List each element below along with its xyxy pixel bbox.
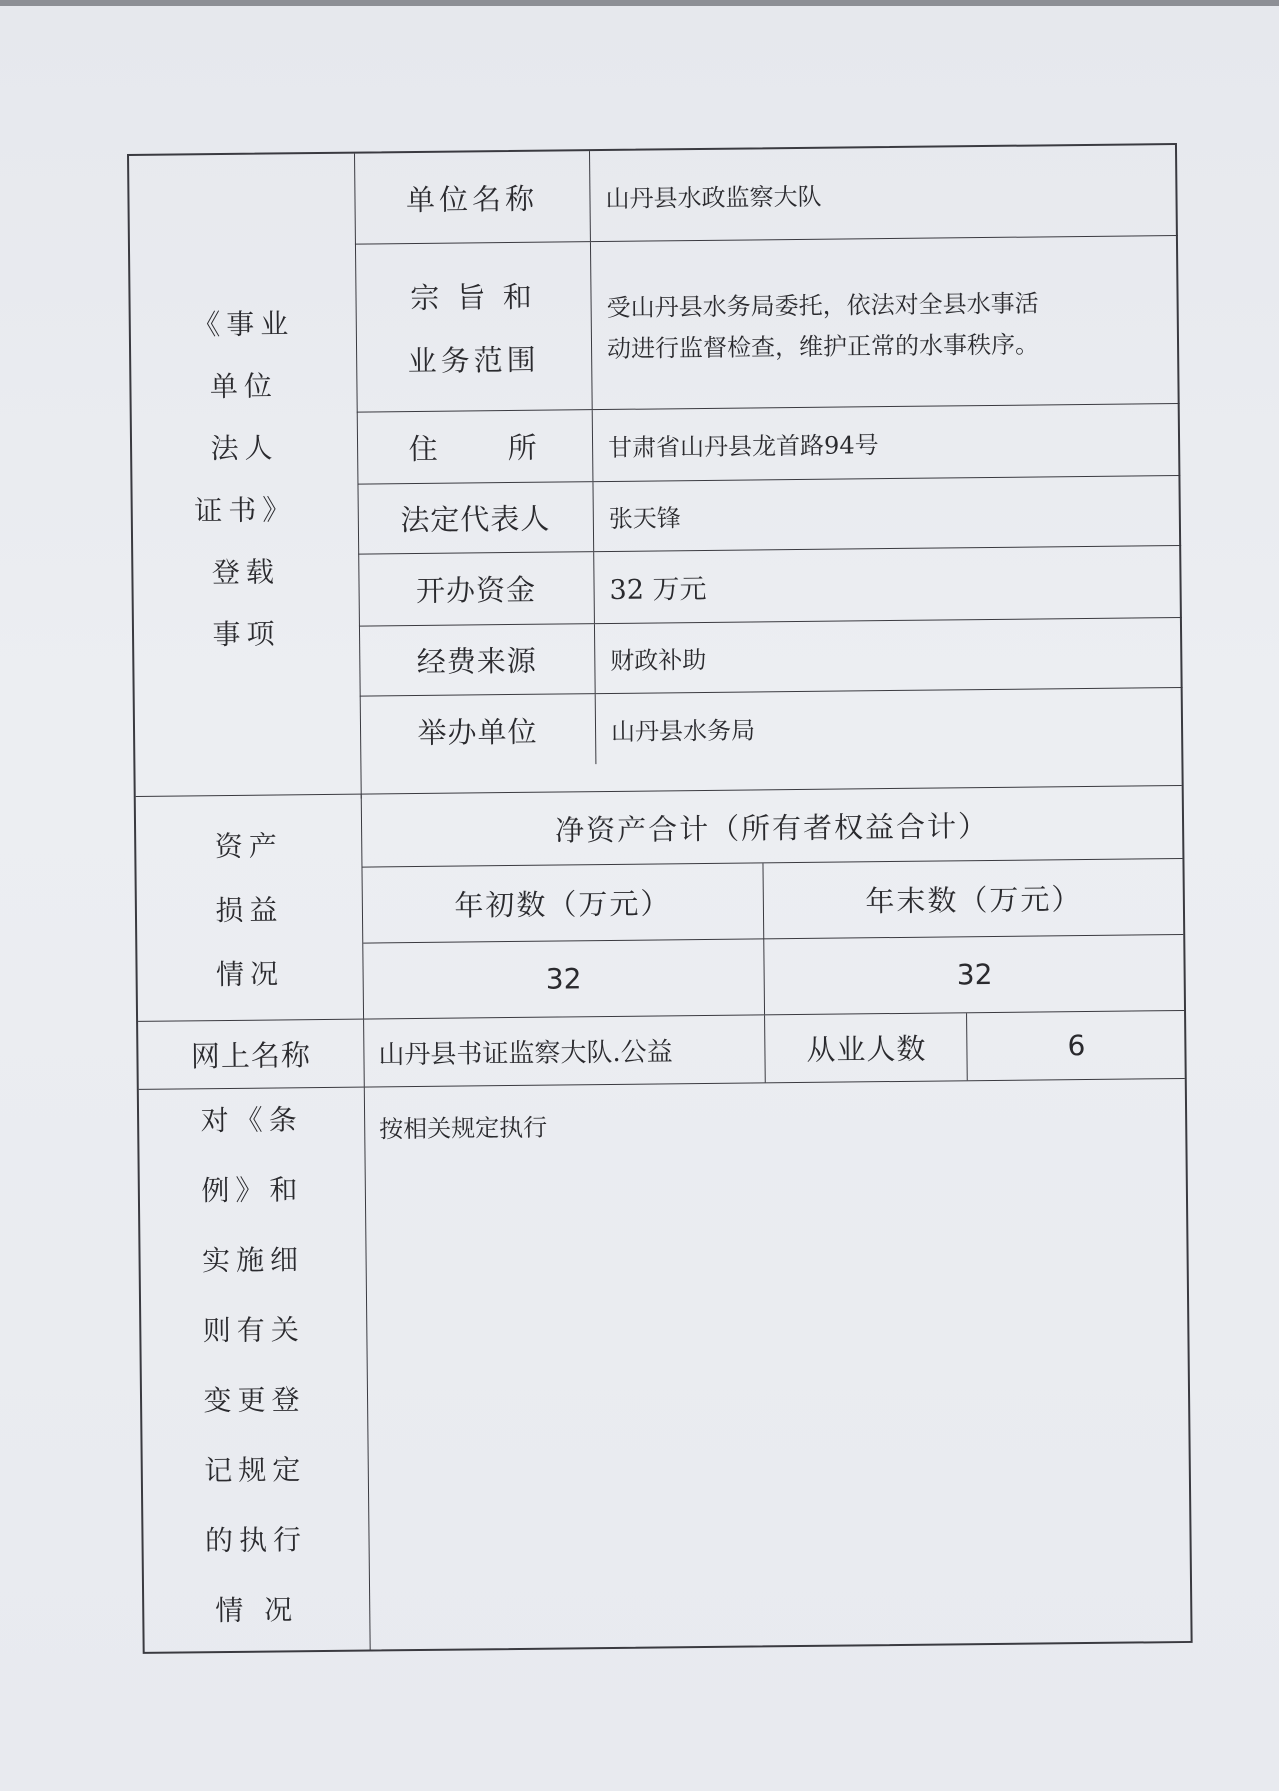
end-of-year-label: 年末数（万元） — [865, 882, 1083, 919]
sponsor-row — [360, 687, 1184, 799]
sponsor-label: 举办单位 — [417, 714, 538, 750]
online-name-value: 山丹县书证监察大队.公益 — [378, 1037, 673, 1071]
legal-rep-value: 张天锋 — [608, 504, 681, 533]
begin-of-year-value: 32 — [545, 962, 582, 996]
funding-row — [359, 617, 1183, 696]
end-of-year-value: 32 — [956, 957, 993, 992]
unit-name-row — [354, 145, 1178, 244]
staff-count-label: 从业人数 — [806, 1031, 927, 1067]
unit-name-value: 山丹县水政监察大队 — [605, 182, 822, 213]
funding-value: 财政补助 — [610, 645, 707, 675]
address-label: 住 所 — [408, 430, 541, 467]
legal-rep-label: 法定代表人 — [400, 501, 551, 538]
unit-name-label: 单位名称 — [405, 181, 539, 217]
address-value: 甘肃省山丹县龙首路94号 — [607, 431, 879, 462]
purpose-label: 宗 旨 和 业务范围 — [407, 279, 540, 378]
change-registration-label: 对《条 例》和 实施细 则有关 变更登 记规定 的执行 情 况 — [200, 1103, 308, 1628]
begin-of-year-label: 年初数（万元） — [454, 886, 672, 923]
scanner-edge — [0, 0, 1279, 6]
capital-value: 32 万元 — [609, 573, 707, 606]
purpose-row — [355, 235, 1180, 412]
certificate-items-label: 《事业 单位 法人 证书》 登载 事项 — [192, 306, 297, 651]
legal-rep-row — [357, 475, 1181, 554]
change-registration-row — [139, 1078, 1191, 1652]
online-name-label: 网上名称 — [190, 1038, 312, 1074]
assets-section — [136, 785, 1184, 1021]
staff-count-value: 6 — [1067, 1029, 1086, 1063]
registration-form — [127, 143, 1193, 1654]
funding-label: 经费来源 — [416, 643, 538, 679]
sponsor-value: 山丹县水务局 — [610, 715, 756, 746]
change-registration-content: 按相关规定执行 — [379, 1113, 548, 1144]
purpose-value: 受山丹县水务局委托，依法对全县水事活 动进行监督检查，维护正常的水事秩序。 — [606, 288, 1040, 363]
capital-row — [358, 545, 1182, 626]
address-row — [357, 403, 1181, 484]
net-assets-header: 净资产合计（所有者权益合计） — [554, 808, 990, 848]
capital-label: 开办资金 — [415, 572, 537, 608]
assets-label: 资产 损益 情况 — [214, 828, 285, 991]
online-name-row — [138, 1010, 1185, 1089]
